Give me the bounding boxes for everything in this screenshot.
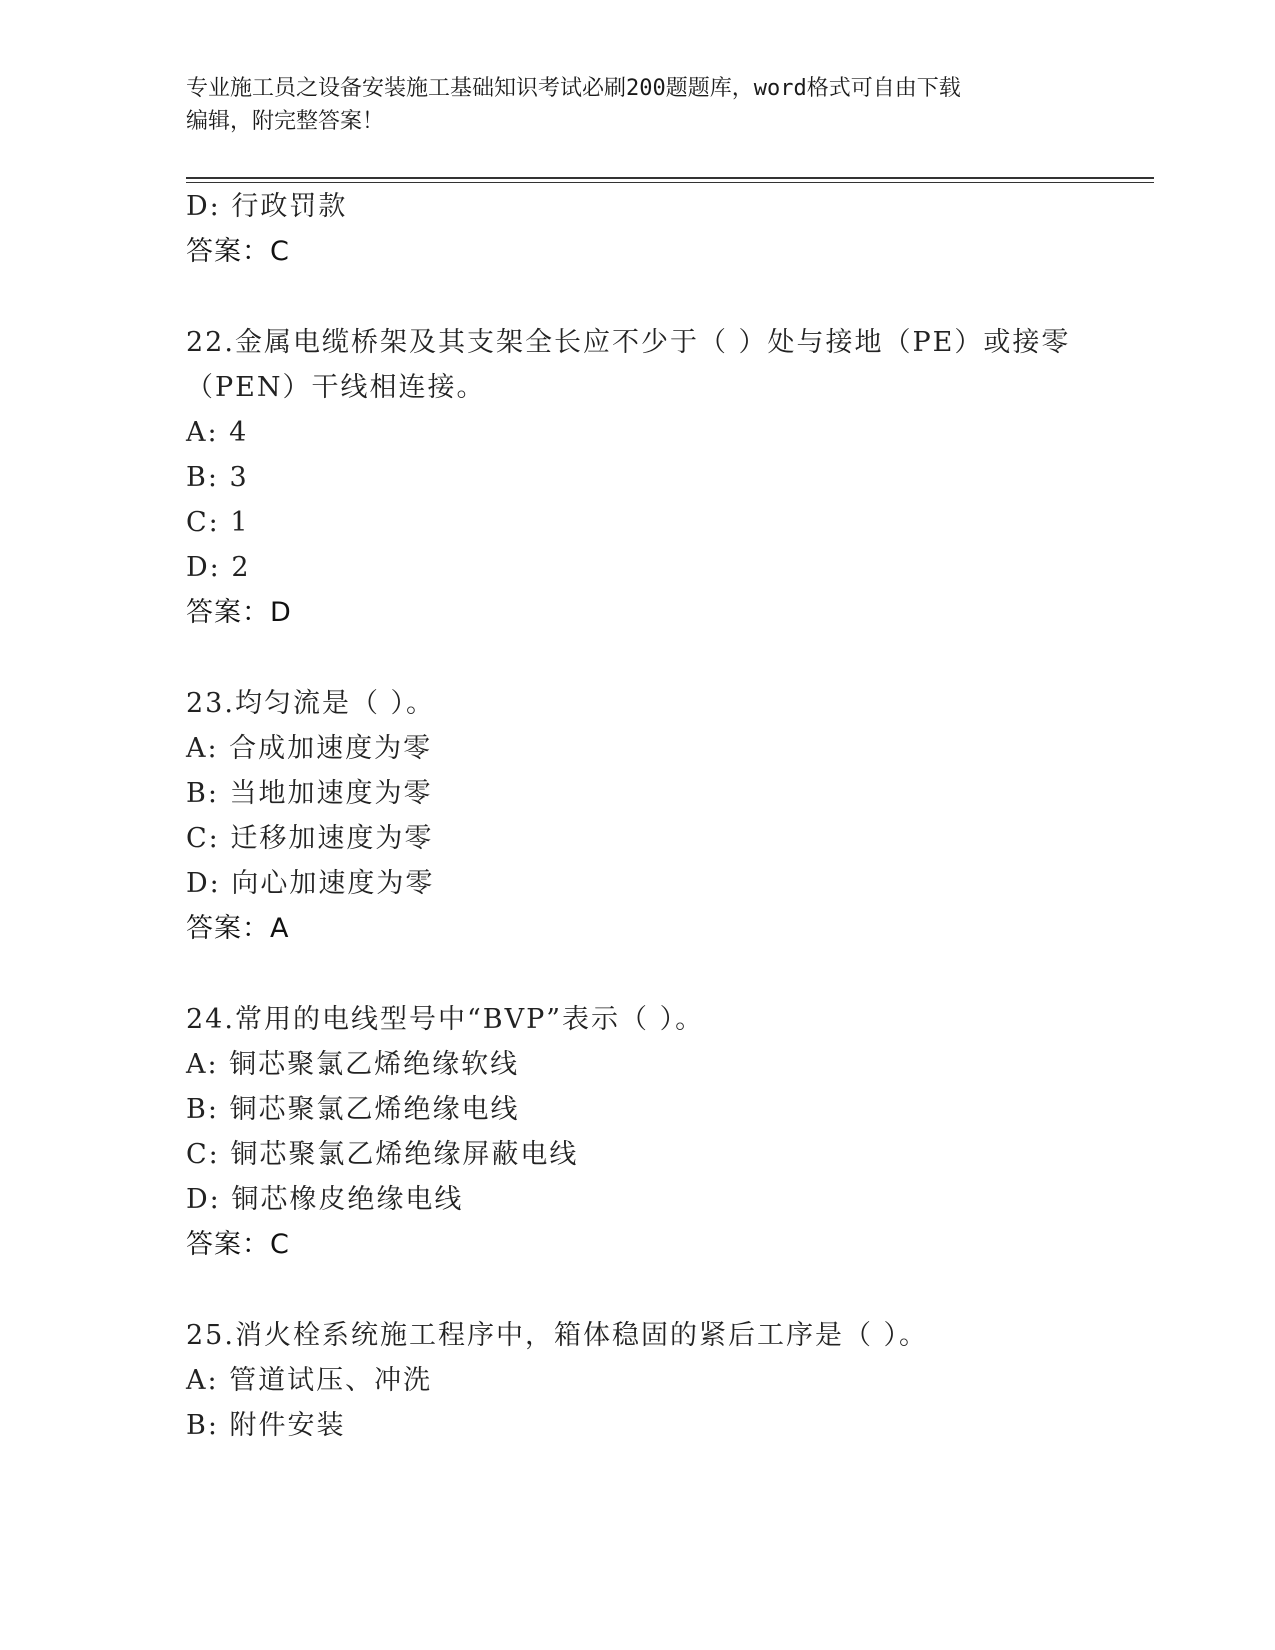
question-22-option-d: D: 2 <box>186 552 251 583</box>
question-24-stem: 24.常用的电线型号中“BVP”表示（ ）。 <box>186 1004 705 1035</box>
question-23-option-c: C: 迁移加速度为零 <box>186 823 434 854</box>
question-23-option-a: A: 合成加速度为零 <box>186 733 433 764</box>
question-22-option-a: A: 4 <box>186 417 249 448</box>
question-22-stem: 22.金属电缆桥架及其支架全长应不少于（ ）处与接地（PE）或接零 <box>186 327 1071 358</box>
question-25-option-b: B: 附件安装 <box>186 1410 346 1441</box>
question-23-answer: 答案：A <box>186 913 290 944</box>
question-24-option-d: D: 铜芯橡皮绝缘电线 <box>186 1184 464 1215</box>
question-23-stem: 23.均匀流是（ ）。 <box>186 688 436 719</box>
question-25-stem: 25.消火栓系统施工程序中，箱体稳固的紧后工序是（ ）。 <box>186 1320 929 1351</box>
question-23-option-b: B: 当地加速度为零 <box>186 778 433 809</box>
question-24-answer: 答案：C <box>186 1229 290 1260</box>
header-title-line-2: 编辑，附完整答案！ <box>186 109 385 134</box>
question-24-option-c: C: 铜芯聚氯乙烯绝缘屏蔽电线 <box>186 1139 579 1170</box>
question-22-stem-cont: （PEN）干线相连接。 <box>186 372 486 403</box>
question-22-option-b: B: 3 <box>186 462 249 493</box>
question-22-option-c: C: 1 <box>186 507 250 538</box>
question-23-option-d: D: 向心加速度为零 <box>186 868 435 899</box>
prev-option-d: D: 行政罚款 <box>186 191 348 222</box>
question-25-option-a: A: 管道试压、冲洗 <box>186 1365 433 1396</box>
page-header <box>186 72 1086 138</box>
question-24-option-a: A: 铜芯聚氯乙烯绝缘软线 <box>186 1049 520 1080</box>
header-divider <box>186 177 1154 179</box>
prev-answer: 答案：C <box>186 236 290 267</box>
header-title-line-1: 专业施工员之设备安装施工基础知识考试必刷200题题库，word格式可自由下载 <box>186 76 961 101</box>
question-22-answer: 答案：D <box>186 597 292 628</box>
header-divider-thin <box>186 182 1154 183</box>
question-24-option-b: B: 铜芯聚氯乙烯绝缘电线 <box>186 1094 520 1125</box>
